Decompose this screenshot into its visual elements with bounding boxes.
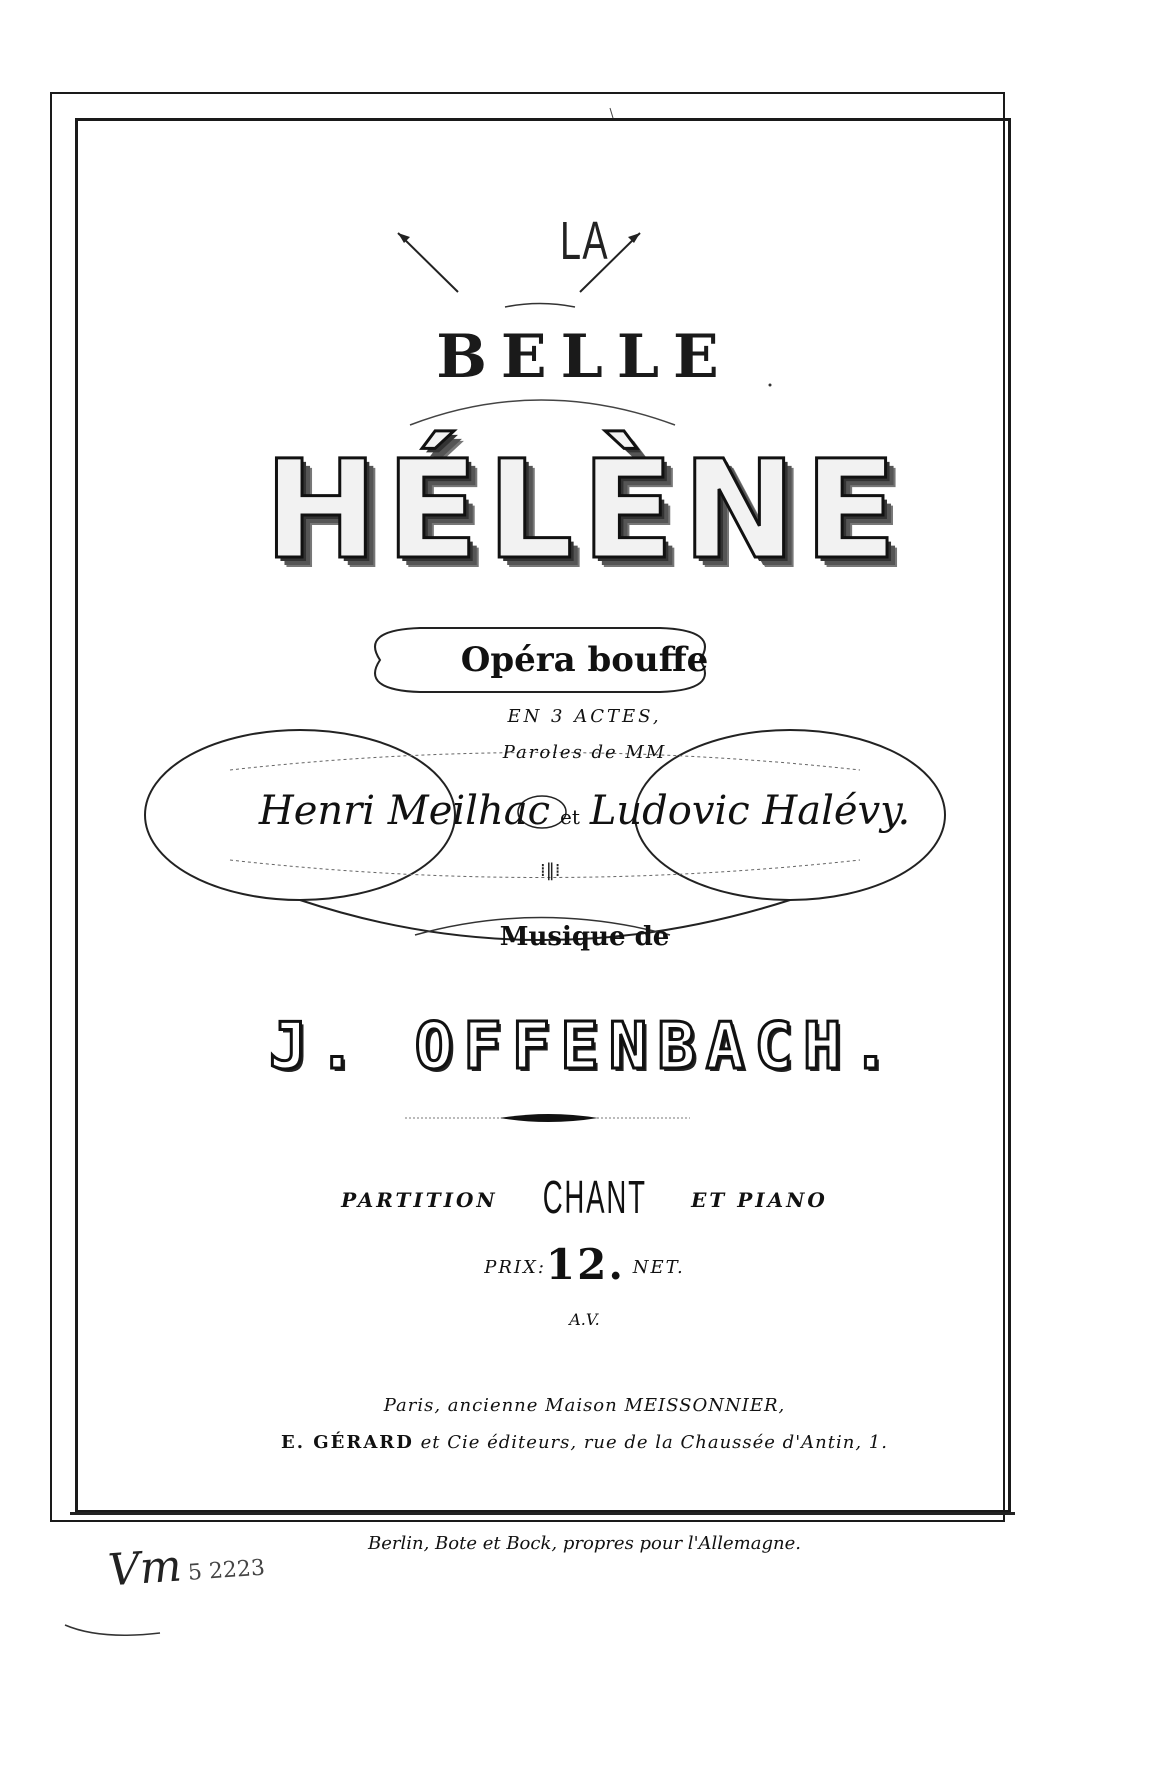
rule-ornament <box>500 1114 598 1122</box>
score-suffix: ET PIANO <box>691 1188 828 1212</box>
publisher-line-1: Paris, ancienne Maison MEISSONNIER, <box>383 1395 786 1416</box>
score-prefix: PARTITION <box>341 1188 498 1212</box>
acts-label: EN 3 ACTES, <box>507 706 662 727</box>
score-type-line <box>0 1170 1169 1224</box>
librettists-line <box>0 788 1169 834</box>
shelfmark-prefix: Vm <box>106 1540 184 1597</box>
librettists-intro: Paroles de MM <box>502 742 667 763</box>
berlin-note: Berlin, Bote et Bock, propres pour l'Allemagne. <box>368 1533 801 1554</box>
title-belle: BELLE <box>436 322 733 392</box>
composer-name: J. OFFENBACH. <box>269 1010 900 1084</box>
librettist-1: Henri Meilhac <box>258 788 550 834</box>
title-helene: HÉLÈNE <box>263 432 905 590</box>
price-suffix: NET. <box>632 1257 685 1278</box>
library-shelfmark <box>106 1535 266 1597</box>
publisher-address: et Cie éditeurs, rue de la Chaussée d'Antin, 1. <box>420 1432 888 1453</box>
shelfmark-number: 5 2223 <box>187 1555 266 1586</box>
publisher-firm: E. GÉRARD <box>281 1432 414 1453</box>
librettist-2: Ludovic Halévy. <box>589 788 911 834</box>
genre-label: Opéra bouffe <box>460 640 709 680</box>
la-swash <box>505 304 575 308</box>
svg-text:⁞‖⁞: ⁞‖⁞ <box>540 860 561 881</box>
price-prefix: PRIX: <box>484 1257 546 1278</box>
conjunction: et <box>559 805 580 829</box>
music-intro: Musique de <box>499 922 670 952</box>
title-la: LA <box>559 211 610 271</box>
price-amount: 12. <box>545 1240 625 1289</box>
price-line <box>0 1240 1169 1289</box>
score-main: CHANT <box>542 1171 647 1223</box>
plate-mark: A.V. <box>569 1310 600 1329</box>
upper-arc <box>410 400 675 425</box>
publisher-line-2 <box>0 1432 1169 1453</box>
